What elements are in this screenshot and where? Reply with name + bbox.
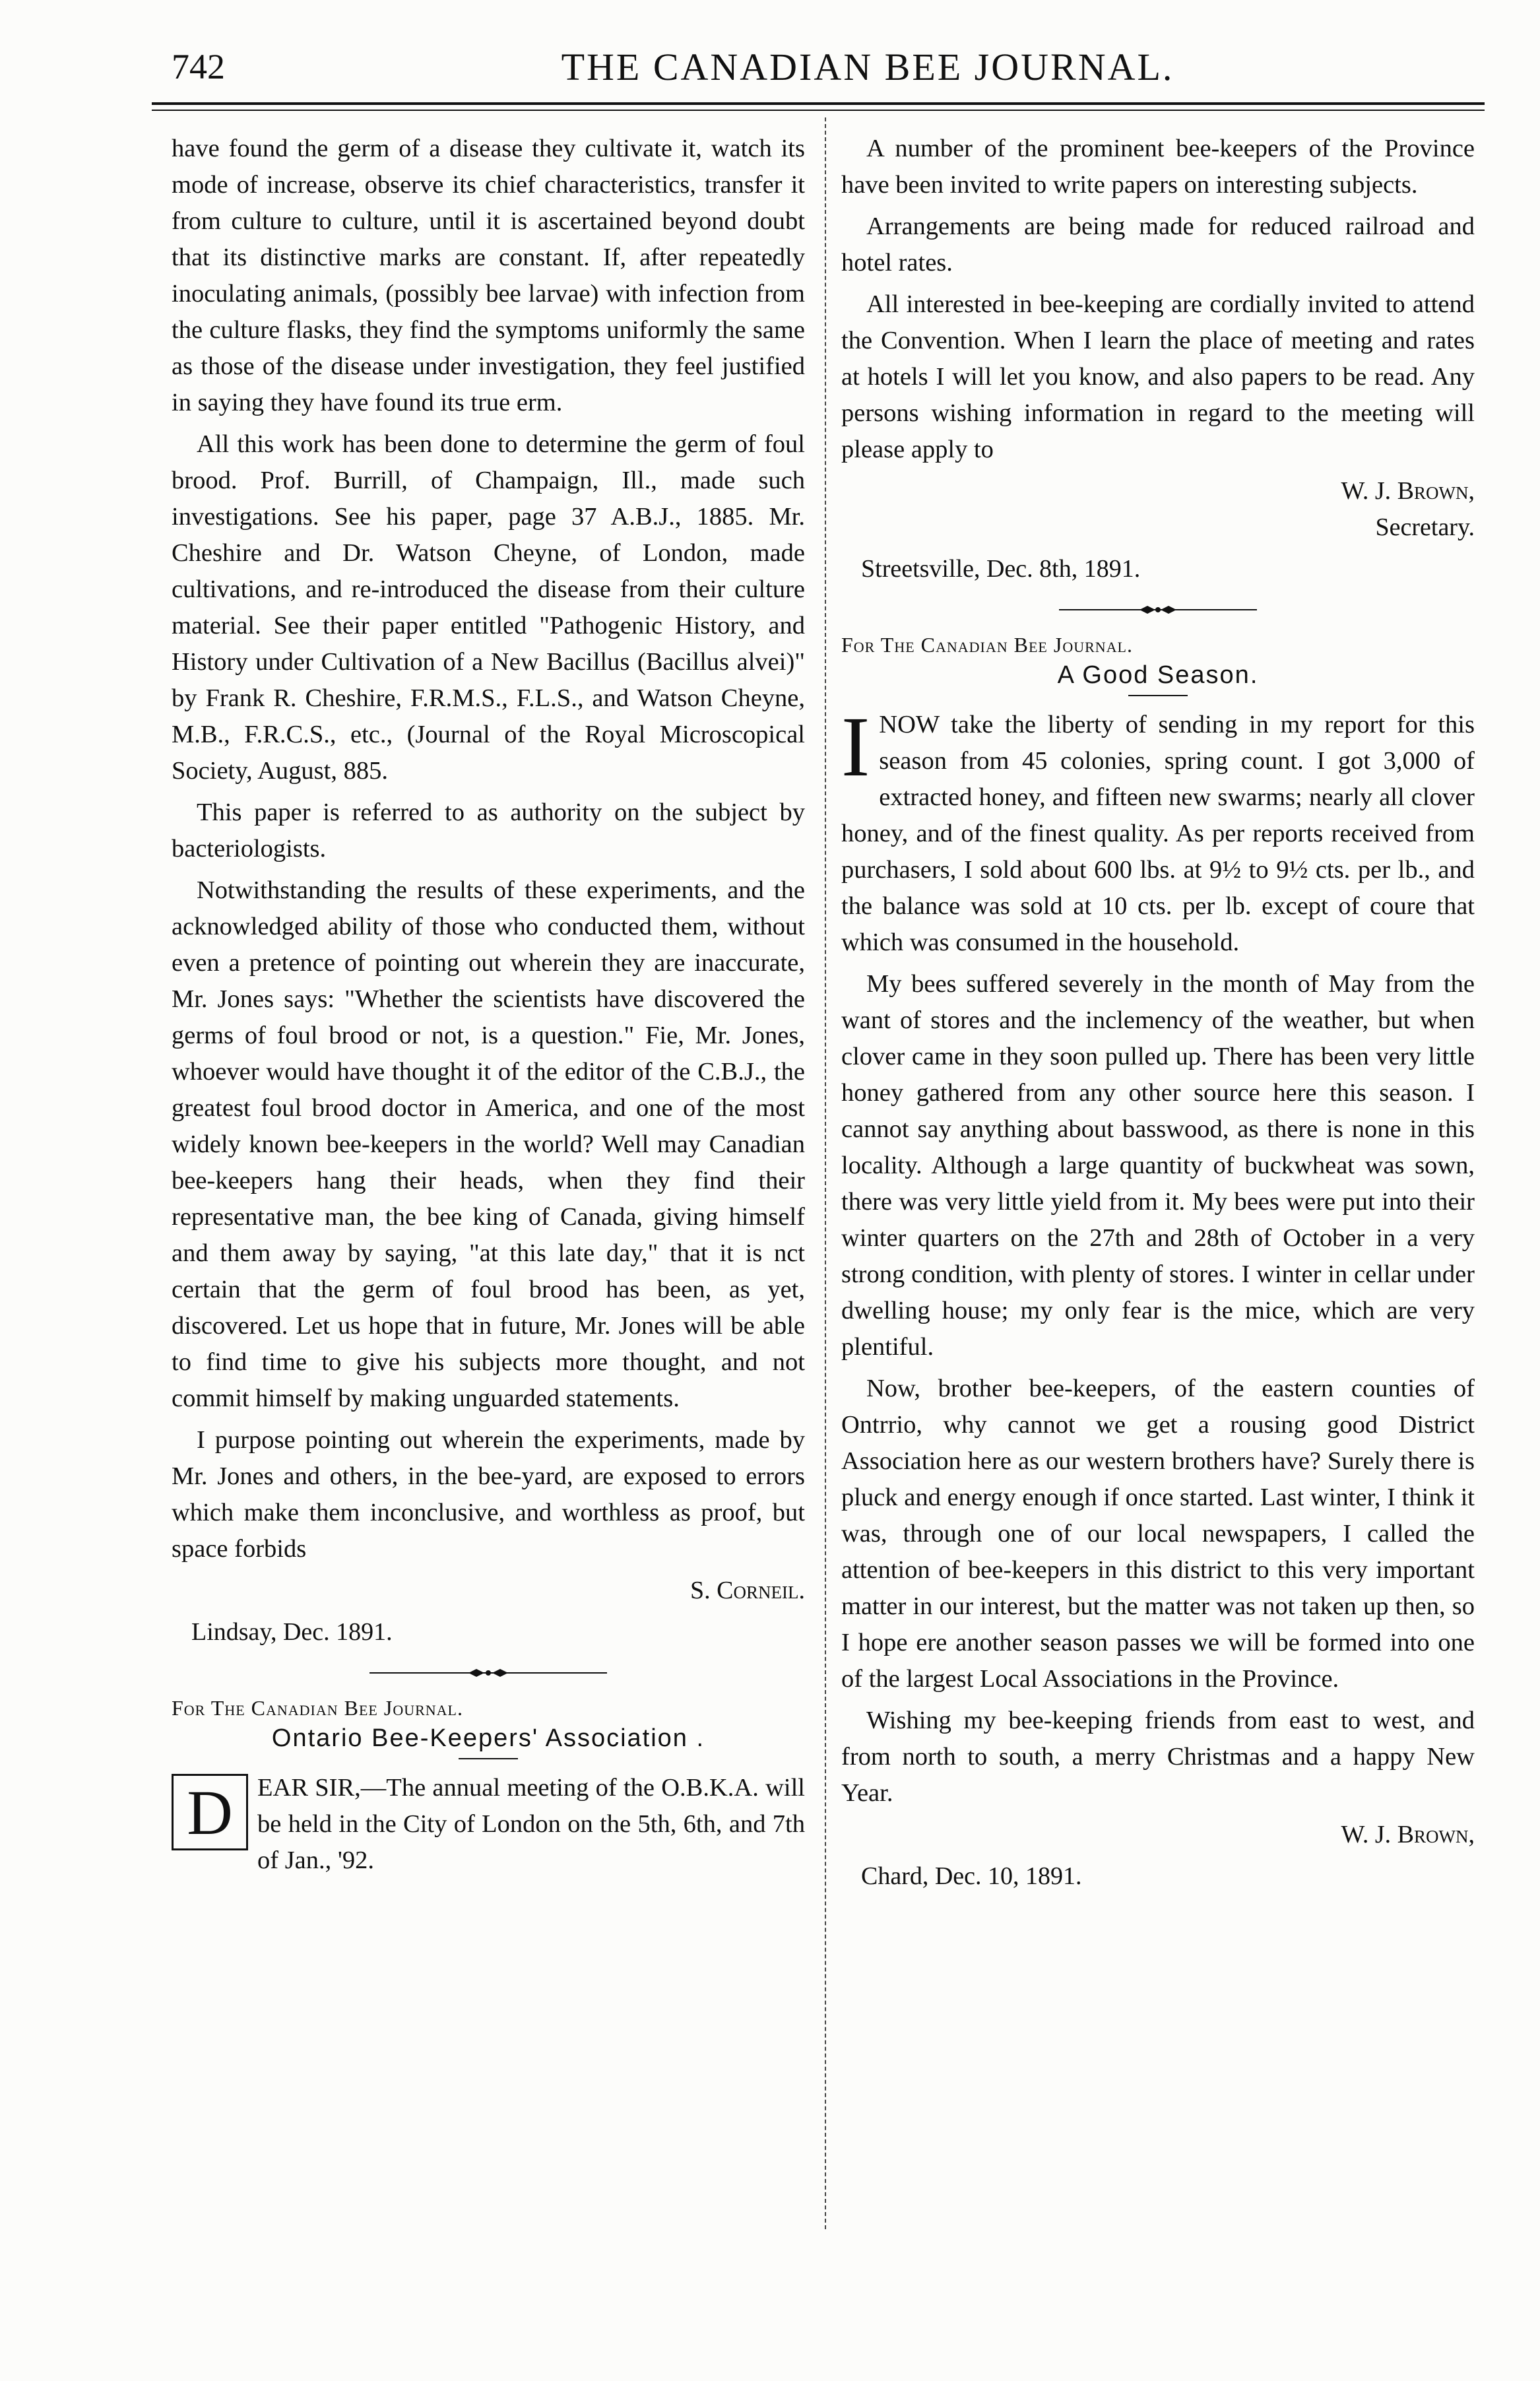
- right-signature-name: W. J. Brown,: [1341, 477, 1475, 505]
- right-paragraph-7: Wishing my bee-keeping friends from east to west, and from north to south, a merry Christmas and a happy New Year.: [841, 1707, 1475, 1807]
- left-signature-name: S. Corneil.: [690, 1577, 805, 1604]
- journal-title: THE CANADIAN BEE JOURNAL.: [561, 46, 1174, 88]
- left-title-rule: [459, 1758, 518, 1759]
- right-signature: [841, 473, 1475, 546]
- dropcap-d: D: [172, 1774, 248, 1850]
- right-for-line: For The Canadian Bee Journal.: [841, 633, 1133, 657]
- page-number: 742: [172, 47, 225, 86]
- left-paragraph-4: Notwithstanding the results of these experiments, and the acknowledged ability of those who conducted them, without even a pretence of pointing out wherein they are inaccurate, Mr. Jones says: "Whether the scientists have discovered the germs of foul brood or not, is a question." Fie, Mr. Jones, whoever would have thought it of the editor of the C.B.J., the greatest foul brood doctor in America, and one of the most widely known bee-keepers in the world? Well may Canadian bee-keepers hang their heads, when they find their representative man, the bee king of Canada, giving himself and them away by saying, "at this late day," that it is nct certain that the germ of foul brood has been, as yet, discovered. Let us hope that in future, Mr. Jones will be able to find time to give his subjects more thought, and not commit himself by making unguarded statements.: [172, 876, 805, 1412]
- header-rule-thin: [152, 110, 1485, 111]
- right-signature-2: [841, 1817, 1475, 1853]
- left-dateline: Lindsay, Dec. 1891.: [191, 1618, 393, 1646]
- left-paragraph-3: This paper is referred to as authority on the subject by bacteriologists.: [172, 799, 805, 863]
- ornament-rule-icon: [369, 1666, 607, 1680]
- left-dropcap-paragraph: [172, 1770, 805, 1879]
- left-signature: [172, 1573, 805, 1609]
- column-divider: [825, 117, 826, 2229]
- header-rule: [152, 102, 1485, 105]
- right-paragraph-4: NOW take the liberty of sending in my report for this season from 45 colonies, spring count. I got 3,000 of extracted honey, and fifteen new swarms; nearly all clover honey, and of the finest quality. As per reports received from purchasers, I sold about 600 lbs. at 9½ to 9½ cts. per lb., and the balance was sold at 10 cts. per lb. except of coure that which was consumed in the household.: [841, 711, 1475, 956]
- ornament-rule-icon: [1059, 603, 1257, 616]
- right-dropcap-paragraph: [841, 700, 1475, 961]
- right-paragraph-2: Arrangements are being made for reduced railroad and hotel rates.: [841, 212, 1475, 277]
- left-section-title: Ontario Bee-Keepers' Association .: [271, 1724, 705, 1752]
- left-paragraph-6: EAR SIR,—The annual meeting of the O.B.K.A. will be held in the City of London on the 5th, 6th, and 7th of Jan., '92.: [257, 1774, 805, 1874]
- right-paragraph-3: All interested in bee-keeping are cordially invited to attend the Convention. When I learn the place of meeting and rates at hotels I will let you know, and also papers to be read. Any persons wishing information in regard to the meeting will please apply to: [841, 290, 1475, 463]
- ornament-divider-left: [172, 1666, 805, 1683]
- left-column: [172, 131, 805, 1879]
- right-signature-2-name: W. J. Brown,: [1341, 1821, 1475, 1848]
- ornament-divider-right: [841, 603, 1475, 620]
- left-paragraph-1: have found the germ of a disease they cultivate it, watch its mode of increase, observe its chief characteristics, transfer it from culture to culture, until it is ascertained beyond doubt that its distinctive marks are constant. If, after repeatedly inoculating animals, (possibly bee larvae) with infection from the culture flasks, they find the symptoms uniformly the same as those of the disease under investigation, they feel justified in saying they have found its true erm.: [172, 135, 805, 416]
- right-paragraph-6: Now, brother bee-keepers, of the eastern counties of Ontrrio, why cannot we get a rousing good District Association here as our western brothers have? Surely there is pluck and energy enough if once started. Last winter, I think it was, through one of our local newspapers, I called the attention of bee-keepers in this district to this very important matter in our interest, but the matter was not taken up then, so I hope ere another season passes we will be formed into one of the largest Local Associations in the Province.: [841, 1375, 1475, 1693]
- right-column: [841, 131, 1475, 1895]
- right-paragraph-1: A number of the prominent bee-keepers of the Province have been invited to write papers on interesting subjects.: [841, 135, 1475, 199]
- right-paragraph-5: My bees suffered severely in the month of May from the want of stores and the inclemency of the weather, but when clover came in they soon pulled up. There has been very little honey gathered from any other source here this season. I cannot say anything about basswood, as there is none in this locality. Although a large quantity of buckwheat was sown, there was very little yield from it. My bees were put into their winter quarters on the 27th and 28th of October in a very strong condition, with plenty of stores. I winter in cellar under dwelling house; my only fear is the mice, which are very plentiful.: [841, 970, 1475, 1361]
- right-dateline-1: Streetsville, Dec. 8th, 1891.: [861, 555, 1141, 583]
- right-section-title: A Good Season.: [1057, 661, 1259, 689]
- dropcap-i: I: [841, 700, 870, 795]
- right-dateline-2: Chard, Dec. 10, 1891.: [861, 1862, 1082, 1890]
- left-for-line: For The Canadian Bee Journal.: [172, 1696, 463, 1720]
- right-signature-title: Secretary.: [1375, 513, 1475, 541]
- page-header: [172, 38, 1485, 98]
- left-paragraph-2: All this work has been done to determine the germ of foul brood. Prof. Burrill, of Champaign, Ill., made such investigations. See his paper, page 37 A.B.J., 1885. Mr. Cheshire and Dr. Watson Cheyne, of London, made cultivations, and re-introduced the disease from their culture material. See their paper entitled "Pathogenic History, and History under Cultivation of a New Bacillus (Bacillus alvei)" by Frank R. Cheshire, F.R.M.S., F.L.S., and Watson Cheyne, M.B., F.R.C.S., etc., (Journal of the Royal Microscopical Society, August, 885.: [172, 430, 805, 785]
- left-paragraph-5: I purpose pointing out wherein the experiments, made by Mr. Jones and others, in the bee-yard, are exposed to errors which make them inconclusive, and worthless as proof, but space forbids: [172, 1426, 805, 1563]
- right-title-rule: [1128, 695, 1188, 696]
